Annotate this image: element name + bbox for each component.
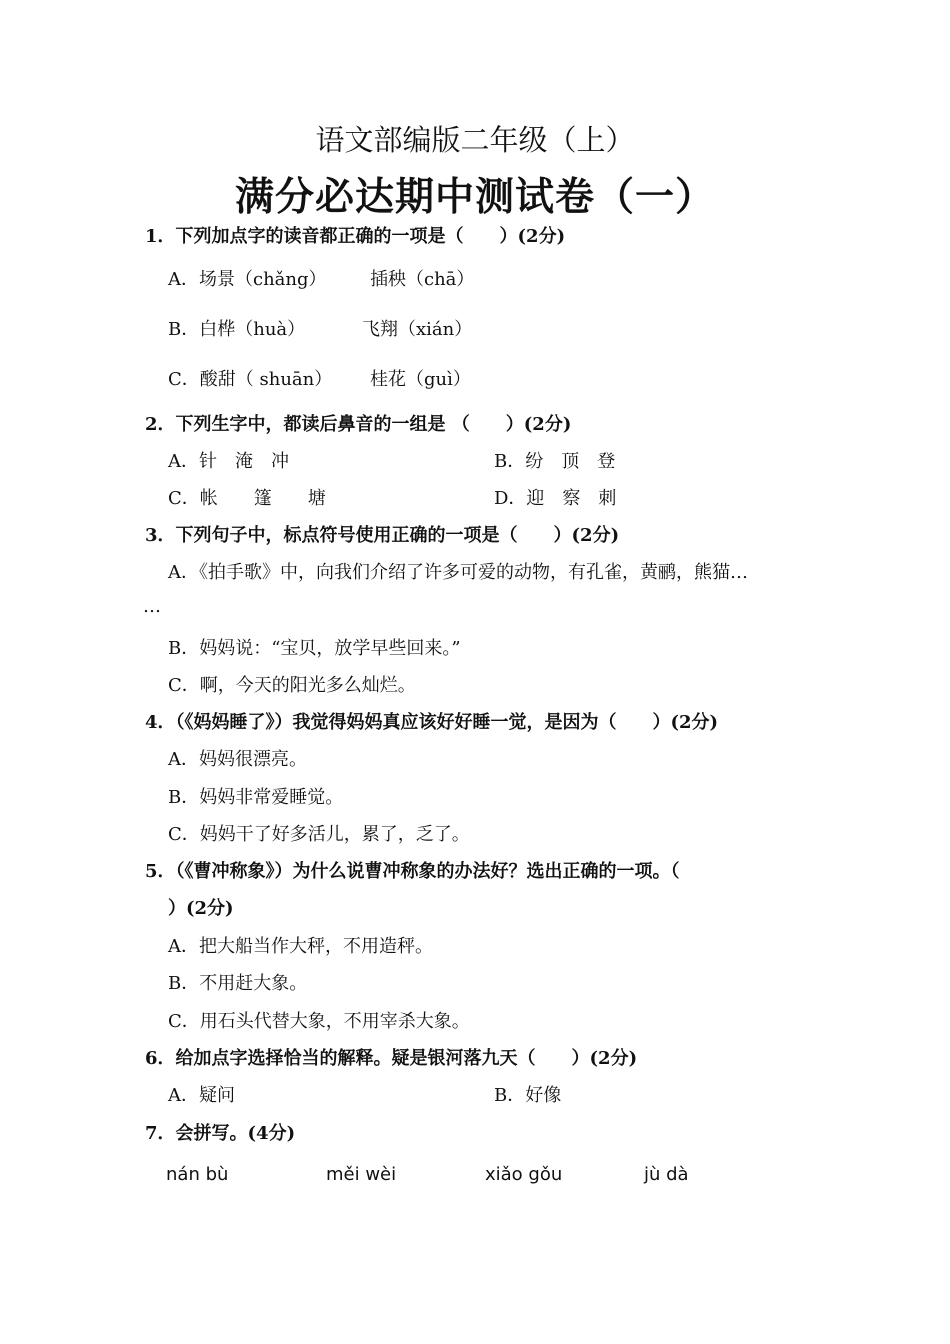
question-7-stem: 7．会拼写。(4分) [145, 1123, 296, 1144]
question-1-option-b-word2: 飞翔（xián） [362, 319, 473, 340]
question-4-option-c: C．妈妈干了好多活儿，累了，乏了。 [168, 824, 470, 845]
question-2-stem: 2．下列生字中，都读后鼻音的一组是 （ ）(2分) [145, 414, 572, 435]
question-3-option-a-continued: … [143, 596, 161, 617]
exam-title: 满分必达期中测试卷（一） [234, 174, 715, 220]
question-5-option-c: C．用石头代替大象，不用宰杀大象。 [168, 1011, 470, 1032]
question-1-option-c-word1: C．酸甜（ shuān） [168, 369, 333, 390]
question-5-option-a: A．把大船当作大秤，不用造秤。 [168, 936, 433, 957]
question-5-option-b: B．不用赶大象。 [168, 973, 308, 994]
pinyin-item: měi wèi [326, 1164, 397, 1185]
exam-subtitle: 语文部编版二年级（上） [315, 123, 635, 157]
question-2-option-b: B．纷 顶 登 [494, 451, 616, 472]
question-1-option-a-word1: A．场景（chǎng） [168, 269, 327, 290]
question-4-option-b: B．妈妈非常爱睡觉。 [168, 787, 344, 808]
question-6-option-b: B．好像 [494, 1085, 562, 1106]
question-4-stem: 4．（《妈妈睡了》）我觉得妈妈真应该好好睡一觉，是因为（ ）(2分) [145, 712, 719, 733]
question-4-option-a: A．妈妈很漂亮。 [168, 749, 307, 770]
pinyin-item: jù dà [644, 1164, 689, 1185]
question-5-stem-continued: ）(2分) [168, 898, 234, 919]
pinyin-item: xiǎo gǒu [485, 1164, 563, 1185]
question-5-stem: 5．（《曹冲称象》）为什么说曹冲称象的办法好？选出正确的一项。（ [145, 861, 680, 882]
question-2-option-d: D．迎 察 刺 [494, 488, 617, 509]
question-1-option-c-word2: 桂花（guì） [370, 369, 471, 390]
pinyin-item: nán bù [166, 1164, 229, 1185]
question-6-option-a: A．疑问 [168, 1085, 235, 1106]
question-3-option-c: C．啊，今天的阳光多么灿烂。 [168, 675, 416, 696]
question-3-stem: 3．下列句子中，标点符号使用正确的一项是（ ）(2分) [145, 525, 620, 546]
question-3-option-a: A．《拍手歌》中，向我们介绍了许多可爱的动物，有孔雀，黄鹂，熊猫… [168, 562, 748, 583]
question-1-option-a-word2: 插秧（chā） [370, 269, 475, 290]
question-2-option-a: A．针 淹 冲 [168, 451, 289, 472]
question-3-option-b: B．妈妈说：“宝贝，放学早些回来。” [168, 638, 461, 659]
question-6-stem: 6．给加点字选择恰当的解释。疑是银河落九天（ ）(2分) [145, 1048, 638, 1069]
question-1-option-b-word1: B．白桦（huà） [168, 319, 306, 340]
question-1-stem: 1．下列加点字的读音都正确的一项是（ ）(2分) [145, 226, 566, 247]
question-2-option-c: C．帐 篷 塘 [168, 488, 326, 509]
